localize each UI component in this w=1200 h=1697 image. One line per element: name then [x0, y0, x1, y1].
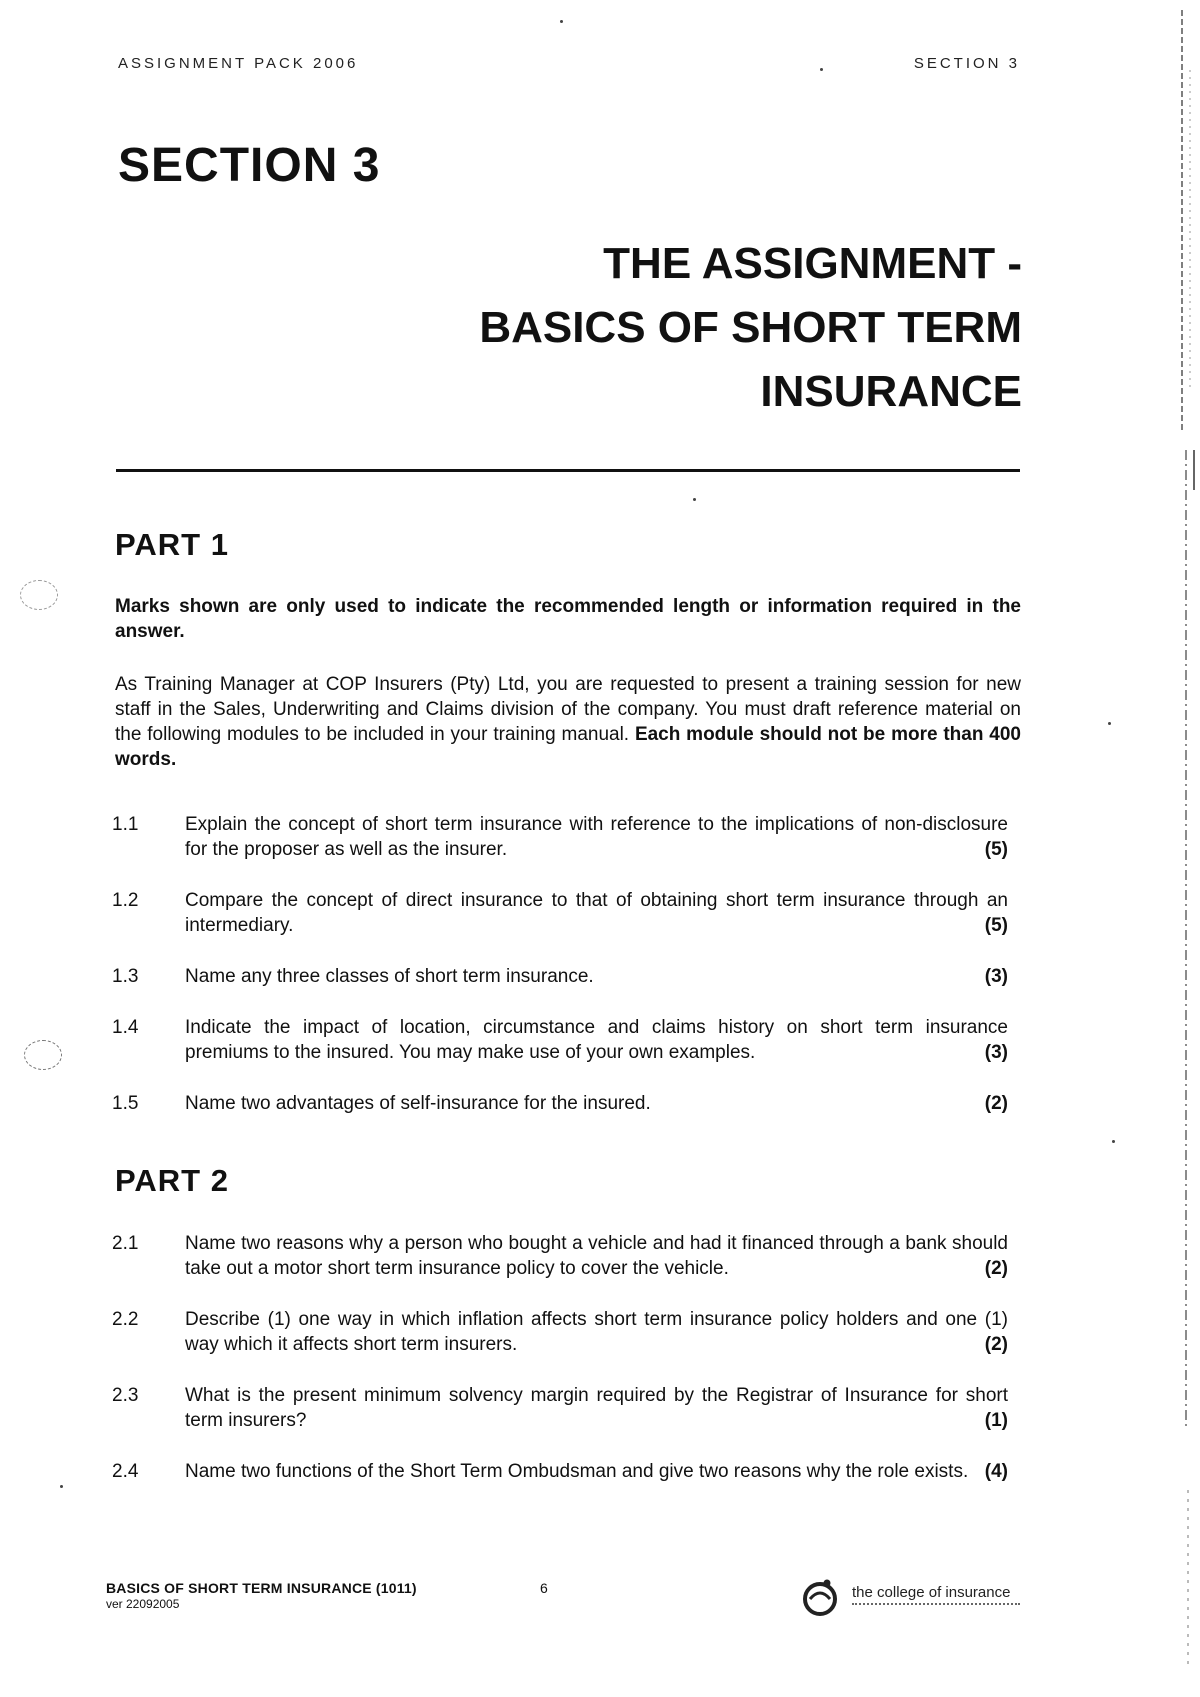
- question-number: 1.3: [112, 966, 139, 987]
- question-text: Indicate the impact of location, circumstance and claims history on short term insurance premiums to the insured. You may make use of your own examples.: [185, 1017, 1008, 1063]
- question-text: Name two advantages of self-insurance for the insured.: [185, 1093, 651, 1114]
- question-number: 1.5: [112, 1093, 139, 1114]
- question-text: Name two functions of the Short Term Ombudsman and give two reasons why the role exists.: [185, 1461, 969, 1482]
- question-text: Compare the concept of direct insurance to that of obtaining short term insurance through an intermediary.: [185, 890, 1008, 936]
- running-header: [118, 55, 1020, 79]
- intro-paragraph: [115, 672, 1021, 772]
- header-section-label: SECTION 3: [913, 55, 1020, 72]
- question-text: Name two reasons why a person who bought a vehicle and had it financed through a bank should take out a motor short term insurance policy to cover the vehicle.: [185, 1233, 1008, 1279]
- scan-speck: [820, 68, 823, 71]
- question-item: [112, 888, 1022, 938]
- part1-heading: PART 1: [115, 527, 229, 562]
- question-text: Explain the concept of short term insurance with reference to the implications of non-disclosure for the proposer as well as the insurer.: [185, 814, 1008, 860]
- question-number: 2.1: [112, 1233, 139, 1254]
- question-marks: (5): [984, 915, 1008, 936]
- title-line: BASICS OF SHORT TERM: [479, 303, 1022, 352]
- question-text: Describe (1) one way in which inflation affects short term insurance policy holders and one (1) way which it affects short term insurers.: [185, 1309, 1008, 1355]
- scan-speck: [1112, 1140, 1115, 1143]
- page-number: 6: [540, 1580, 548, 1596]
- scan-speck: [1108, 722, 1111, 725]
- question-marks: (2): [984, 1334, 1008, 1355]
- question-text: What is the present minimum solvency margin required by the Registrar of Insurance for short term insurers?: [185, 1385, 1008, 1431]
- question-number: 2.4: [112, 1461, 139, 1482]
- intro-emphasis: Each module should not be more than 400 words.: [115, 724, 1022, 770]
- question-marks: (1): [984, 1410, 1008, 1431]
- question-number: 2.2: [112, 1309, 139, 1330]
- question-marks: (3): [984, 1042, 1008, 1063]
- scan-speck: [560, 20, 563, 23]
- question-item: [112, 1383, 1022, 1433]
- question-marks: (4): [984, 1461, 1008, 1482]
- scan-speck: [24, 1040, 62, 1070]
- question-item: [112, 1231, 1022, 1281]
- title-line: INSURANCE: [760, 367, 1022, 416]
- scan-edge-artifact: [1140, 10, 1200, 1697]
- part2-question-list: [112, 1231, 1022, 1510]
- question-marks: (2): [984, 1258, 1008, 1279]
- assignment-title: [322, 232, 1022, 424]
- college-tagline-line: [852, 1603, 1020, 1608]
- question-number: 1.1: [112, 814, 139, 835]
- college-name: the college of insurance: [852, 1584, 1011, 1601]
- title-line: THE ASSIGNMENT -: [603, 239, 1022, 288]
- question-item: [112, 964, 1022, 989]
- question-item: [112, 1015, 1022, 1065]
- part2-heading: PART 2: [115, 1163, 229, 1198]
- question-number: 1.4: [112, 1017, 139, 1038]
- college-logo: [800, 1577, 1020, 1617]
- scan-speck: [20, 580, 58, 610]
- footer-course-info: [106, 1580, 417, 1612]
- title-divider: [116, 469, 1020, 472]
- header-pack-title: ASSIGNMENT PACK 2006: [118, 55, 359, 72]
- question-marks: (2): [984, 1093, 1008, 1114]
- question-item: [112, 1307, 1022, 1357]
- college-emblem-icon: [800, 1577, 844, 1617]
- question-number: 2.3: [112, 1385, 139, 1406]
- question-marks: (5): [984, 839, 1008, 860]
- question-item: [112, 812, 1022, 862]
- footer-course-title: BASICS OF SHORT TERM INSURANCE (1011): [106, 1580, 417, 1596]
- scan-speck: [60, 1485, 63, 1488]
- question-number: 1.2: [112, 890, 139, 911]
- section-heading: SECTION 3: [118, 139, 381, 192]
- question-marks: (3): [984, 966, 1008, 987]
- question-item: [112, 1091, 1022, 1116]
- footer-version: ver 22092005: [106, 1597, 180, 1611]
- part1-question-list: [112, 812, 1022, 1142]
- question-item: [112, 1459, 1022, 1484]
- intro-text: As Training Manager at COP Insurers (Pty) Ltd, you are requested to present a training session for new staff in the Sales, Underwriting and Claims division of the company. You must draft reference material on the following modules to be included in your training manual.: [115, 674, 1021, 745]
- scan-speck: [693, 498, 696, 501]
- question-text: Name any three classes of short term insurance.: [185, 966, 594, 987]
- marks-note: Marks shown are only used to indicate the recommended length or information required in the answer.: [115, 596, 1021, 642]
